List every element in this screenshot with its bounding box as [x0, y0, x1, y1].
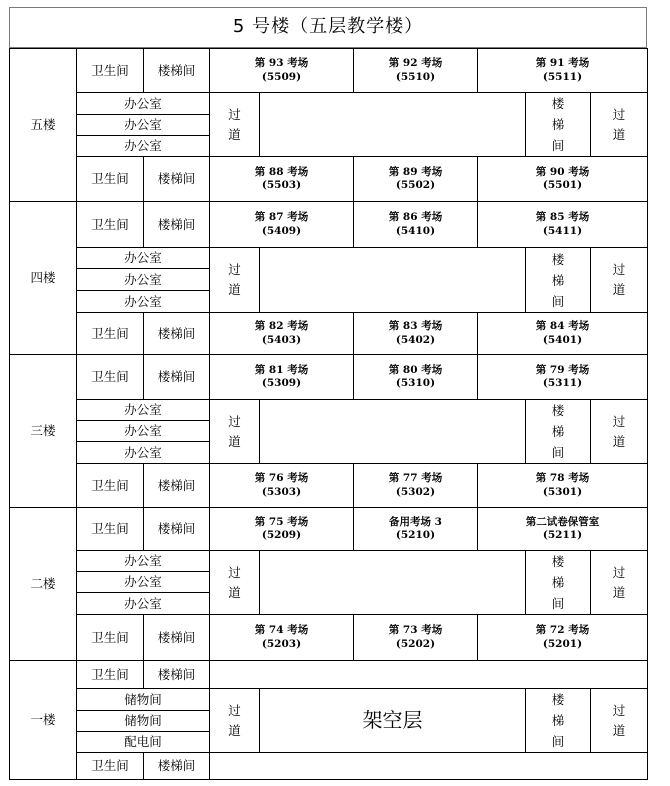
corridor-cell: [209, 92, 260, 157]
corridor-open-area: [259, 550, 526, 615]
corridor-cell-char: 过: [228, 702, 241, 718]
room-code: (5301): [542, 485, 583, 498]
floor-label: 五楼: [9, 48, 77, 202]
room-name: 备用考场 3: [389, 515, 442, 528]
stairwell-vertical-cell-char: 楼: [551, 554, 565, 569]
room-code: (5203): [261, 637, 302, 650]
corridor-cell-char: 过: [228, 106, 241, 122]
room-code: (5201): [542, 637, 583, 650]
room-name: 第 84 考场: [535, 320, 590, 333]
stairwell-vertical-cell: [525, 247, 591, 313]
room-name: 第 75 考场: [254, 515, 309, 528]
exam-room: [209, 614, 354, 661]
exam-room: [353, 354, 478, 400]
room-name: 第 74 考场: [254, 624, 309, 637]
stairwell-cell: 楼梯间: [143, 614, 210, 661]
corridor-cell-char: 道: [228, 722, 241, 738]
toilet-cell: 卫生间: [76, 156, 144, 202]
exam-room: [353, 507, 478, 551]
exam-room: [353, 156, 478, 202]
office-cell: 办公室: [76, 247, 210, 269]
room-name: 第 81 考场: [254, 363, 309, 376]
room-name: 第 72 考场: [535, 624, 590, 637]
office-cell: 办公室: [76, 571, 210, 593]
corridor-cell-char: 过: [228, 413, 241, 429]
stairwell-vertical-cell-char: 间: [551, 445, 565, 460]
room-code: (5402): [395, 333, 436, 346]
room-code: (5303): [261, 485, 302, 498]
corridor-open-area: [259, 247, 526, 313]
exam-room: [209, 312, 354, 355]
stairwell-vertical-cell-char: 梯: [551, 713, 565, 728]
room-name: 第 77 考场: [388, 472, 443, 485]
room-code: (5411): [542, 224, 583, 237]
room-code: (5503): [261, 179, 302, 191]
room-name: 第 91 考场: [535, 57, 590, 70]
room-name: 第 92 考场: [388, 57, 443, 70]
stairwell-vertical-cell: [525, 550, 591, 615]
stairwell-vertical-cell-char: 楼: [551, 251, 565, 267]
corridor-cell-char: 道: [228, 126, 241, 142]
room-name: 第 85 考场: [535, 211, 590, 224]
corridor-cell: [590, 92, 648, 157]
office-cell: 办公室: [76, 290, 210, 313]
room-code: (5210): [395, 529, 436, 541]
corridor-cell: [590, 399, 648, 464]
office-cell: 办公室: [76, 135, 210, 157]
exam-room: [477, 156, 648, 202]
room-name: 第 83 考场: [388, 320, 443, 333]
room-code: (5311): [542, 377, 583, 389]
office-cell: 办公室: [76, 592, 210, 615]
room-name: 第 89 考场: [388, 165, 443, 178]
power-room-cell: 配电间: [76, 731, 210, 753]
stairwell-vertical-cell-char: 梯: [551, 117, 565, 132]
stairwell-vertical-cell-char: 间: [551, 596, 565, 611]
room-code: (5510): [395, 70, 436, 83]
floor-label: 四楼: [9, 201, 77, 355]
exam-room: [353, 463, 478, 508]
corridor-cell-char: 道: [612, 282, 626, 297]
corridor-cell-char: 道: [228, 584, 241, 600]
exam-room: [353, 614, 478, 661]
stairwell-cell: 楼梯间: [143, 507, 210, 551]
stairwell-vertical-cell: [525, 688, 591, 753]
room-code: (5401): [542, 333, 583, 346]
toilet-cell: 卫生间: [76, 660, 144, 689]
room-code: (5502): [395, 179, 436, 191]
stairwell-cell: 楼梯间: [143, 752, 210, 780]
floor-label: 三楼: [9, 354, 77, 508]
room-code: (5209): [261, 529, 302, 541]
exam-room: [477, 463, 648, 508]
room-name: 第 78 考场: [535, 472, 590, 485]
corridor-cell: [209, 399, 260, 464]
toilet-cell: 卫生间: [76, 48, 144, 93]
room-name: 第 79 考场: [535, 363, 590, 376]
corridor-cell-char: 道: [612, 584, 626, 600]
stairwell-vertical-cell-char: 楼: [551, 96, 565, 111]
stairwell-vertical-cell-char: 间: [551, 138, 565, 153]
exam-room: [209, 48, 354, 93]
room-code: (5409): [261, 224, 302, 237]
exam-room: [477, 614, 648, 661]
floor-label: 二楼: [9, 507, 77, 661]
stairwell-vertical-cell: [525, 92, 591, 157]
room-code: (5310): [395, 377, 436, 389]
toilet-cell: 卫生间: [76, 312, 144, 355]
room-name: 第 73 考场: [388, 624, 443, 637]
corridor-cell-char: 过: [612, 702, 626, 718]
stairwell-cell: 楼梯间: [143, 156, 210, 202]
office-cell: 办公室: [76, 550, 210, 572]
toilet-cell: 卫生间: [76, 201, 144, 248]
exam-room: [477, 312, 648, 355]
corridor-cell: [590, 247, 648, 313]
room-code: (5202): [395, 637, 436, 650]
corridor-cell: [590, 550, 648, 615]
corridor-cell-char: 过: [612, 106, 626, 122]
stairwell-vertical-cell-char: 梯: [551, 424, 565, 439]
office-cell: 办公室: [76, 92, 210, 115]
toilet-cell: 卫生间: [76, 354, 144, 400]
corridor-open-area: [259, 92, 526, 157]
open-floor-area: 架空层: [259, 688, 526, 753]
corridor-cell-char: 道: [612, 433, 626, 449]
exam-room: [353, 48, 478, 93]
stairwell-vertical-cell-char: 梯: [551, 272, 565, 288]
corridor-open-area: [259, 399, 526, 464]
stairwell-cell: 楼梯间: [143, 312, 210, 355]
stairwell-cell: 楼梯间: [143, 201, 210, 248]
office-cell: 办公室: [76, 268, 210, 291]
stairwell-vertical-cell-char: 间: [551, 734, 565, 749]
corridor-cell: [590, 688, 648, 753]
stairwell-cell: 楼梯间: [143, 354, 210, 400]
exam-room: [477, 507, 648, 551]
exam-room: [353, 312, 478, 355]
corridor-cell: [209, 550, 260, 615]
corridor-cell-char: 道: [228, 282, 241, 297]
corridor-cell: [209, 688, 260, 753]
room-code: (5511): [542, 70, 583, 83]
exam-room: [477, 201, 648, 248]
room-code: (5509): [261, 70, 302, 83]
exam-room: [209, 354, 354, 400]
stairwell-cell: 楼梯间: [143, 463, 210, 508]
room-name: 第 87 考场: [254, 211, 309, 224]
exam-room: [209, 463, 354, 508]
corridor-cell-char: 道: [612, 126, 626, 142]
toilet-cell: 卫生间: [76, 463, 144, 508]
corridor-cell-char: 过: [228, 262, 241, 277]
toilet-cell: 卫生间: [76, 614, 144, 661]
stairwell-vertical-cell-char: 楼: [551, 692, 565, 707]
office-cell: 办公室: [76, 420, 210, 442]
room-code: (5410): [395, 224, 436, 237]
toilet-cell: 卫生间: [76, 752, 144, 780]
exam-room: [353, 201, 478, 248]
office-cell: 办公室: [76, 441, 210, 464]
stairwell-vertical-cell-char: 梯: [551, 575, 565, 590]
corridor-cell-char: 过: [612, 413, 626, 429]
office-cell: 办公室: [76, 399, 210, 421]
room-name: 第 76 考场: [254, 472, 309, 485]
blank-cell: [209, 752, 648, 780]
corridor-cell-char: 道: [612, 722, 626, 738]
exam-room: [477, 354, 648, 400]
office-cell: 办公室: [76, 114, 210, 136]
room-code: (5309): [261, 377, 302, 389]
room-name: 第 90 考场: [535, 165, 590, 178]
toilet-cell: 卫生间: [76, 507, 144, 551]
page-title: 5 号楼（五层教学楼）: [9, 7, 647, 48]
stairwell-cell: 楼梯间: [143, 660, 210, 689]
exam-room: [477, 48, 648, 93]
exam-room: [209, 507, 354, 551]
corridor-cell-char: 过: [612, 564, 626, 580]
exam-room: [209, 201, 354, 248]
stairwell-cell: 楼梯间: [143, 48, 210, 93]
room-name: 第 88 考场: [254, 165, 309, 178]
corridor-cell-char: 过: [228, 564, 241, 580]
room-code: (5501): [542, 179, 583, 191]
blank-cell: [209, 660, 648, 689]
room-name: 第 86 考场: [388, 211, 443, 224]
corridor-cell-char: 过: [612, 262, 626, 277]
stairwell-vertical-cell-char: 楼: [551, 403, 565, 418]
room-name: 第二试卷保管室: [525, 515, 600, 528]
room-code: (5403): [261, 333, 302, 346]
storage-cell: 储物间: [76, 710, 210, 732]
room-code: (5302): [395, 485, 436, 498]
exam-room: [209, 156, 354, 202]
room-name: 第 82 考场: [254, 320, 309, 333]
room-code: (5211): [542, 529, 583, 541]
stairwell-vertical-cell-char: 间: [551, 293, 565, 309]
floor-label: 一楼: [9, 660, 77, 780]
room-name: 第 93 考场: [254, 57, 309, 70]
corridor-cell: [209, 247, 260, 313]
storage-cell: 储物间: [76, 688, 210, 711]
room-name: 第 80 考场: [388, 363, 443, 376]
stairwell-vertical-cell: [525, 399, 591, 464]
corridor-cell-char: 道: [228, 433, 241, 449]
